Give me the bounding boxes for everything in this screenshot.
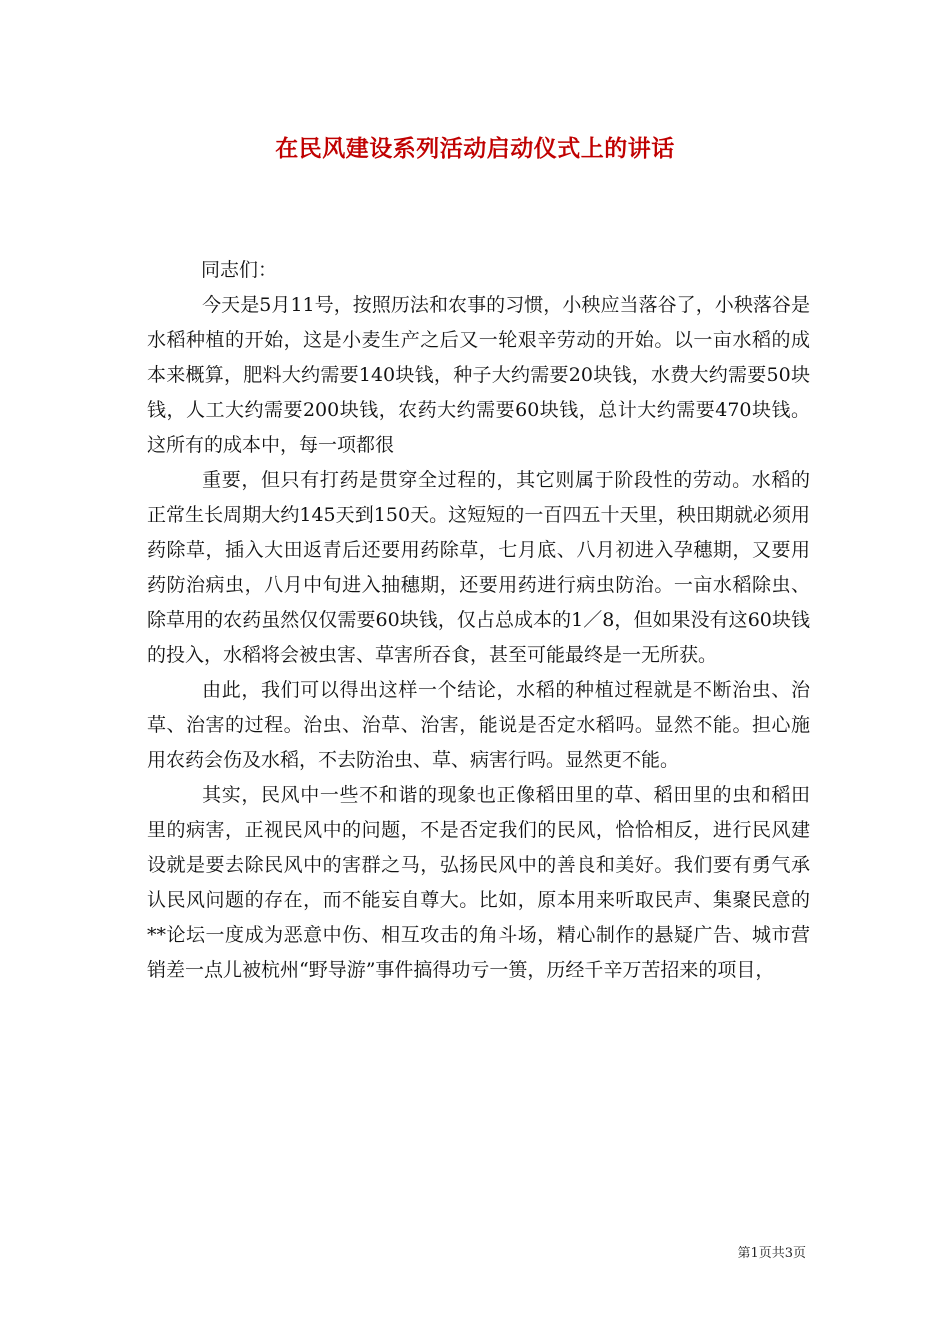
paragraph-4: 其实，民风中一些不和谐的现象也正像稻田里的草、稻田里的虫和稻田里的病害，正视民风中的问题，不是否定我们的民风，恰恰相反，进行民风建设就是要去除民风中的害群之马，弘扬民风中的善良和美好。我们要有勇气承认民风问题的存在，而不能妄自尊大。比如，原本用来听取民声、集聚民意的**论坛一度成为恶意中伤、相互攻击的角斗场，精心制作的悬疑广告、城市营销差一点儿被杭州“野导游”事件搞得功亏一篑，历经千辛万苦招来的项目， — [147, 784, 810, 981]
document-body — [147, 253, 810, 988]
page-number-footer: 第1页共3页 — [737, 1246, 806, 1261]
paragraph-3: 由此，我们可以得出这样一个结论，水稻的种植过程就是不断治虫、治草、治害的过程。治虫、治草、治害，能说是否定水稻吗。显然不能。担心施用农药会伤及水稻，不去防治虫、草、病害行吗。显然更不能。 — [147, 679, 810, 771]
paragraph-2: 重要，但只有打药是贯穿全过程的，其它则属于阶段性的劳动。水稻的正常生长周期大约145天到150天。这短短的一百四五十天里，秧田期就必须用药除草，插入大田返青后还要用药除草，七月底、八月初进入孕穗期，又要用药防治病虫，八月中旬进入抽穗期，还要用药进行病虫防治。一亩水稻除虫、除草用的农药虽然仅仅需要60块钱，仅占总成本的1／8，但如果没有这60块钱的投入，水稻将会被虫害、草害所吞食，甚至可能最终是一无所获。 — [147, 469, 810, 666]
paragraph-1: 今天是5月11号，按照历法和农事的习惯，小秧应当落谷了，小秧落谷是水稻种植的开始，这是小麦生产之后又一轮艰辛劳动的开始。以一亩水稻的成本来概算，肥料大约需要140块钱，种子大约需要20块钱，水费大约需要50块钱，人工大约需要200块钱，农药大约需要60块钱，总计大约需要470块钱。这所有的成本中，每一项都很 — [147, 294, 810, 456]
document-title: 在民风建设系列活动启动仪式上的讲话 — [275, 135, 675, 162]
salutation: 同志们： — [201, 259, 278, 281]
